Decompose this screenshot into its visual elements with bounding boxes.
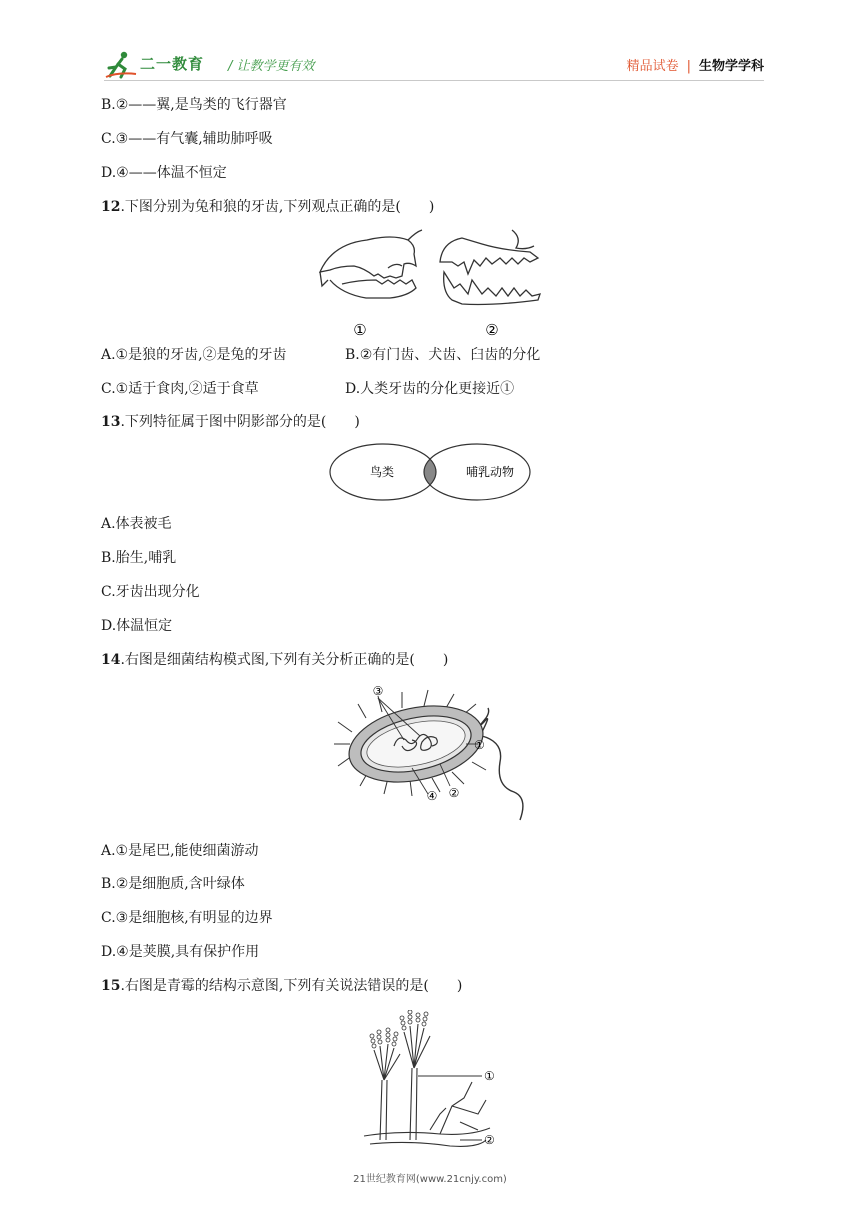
runner-logo-icon [104, 50, 138, 80]
bacterium-label-2: ② [448, 786, 460, 800]
q13-option-b: B.胎生,哺乳 [101, 550, 177, 566]
q11-option-c: C.③——有气囊,辅助肺呼吸 [101, 131, 273, 147]
q13-number: 13 [101, 414, 121, 430]
q12-option-c: C.①适于食肉,②适于食草 [101, 381, 259, 397]
q13-option-a: A.体表被毛 [101, 516, 172, 532]
q14-option-a: A.①是尾巴,能使细菌游动 [101, 843, 259, 859]
penicillium-label-1: ① [484, 1069, 495, 1083]
q11-option-d: D.④——体温不恒定 [101, 165, 227, 181]
q12-stem [101, 197, 434, 217]
penicillium-figure [360, 1010, 510, 1152]
venn-label-birds: 鸟类 [369, 465, 395, 479]
page-footer: 21世纪教育网(www.21cnjy.com) [353, 1174, 507, 1185]
venn-label-mammals: 哺乳动物 [465, 465, 515, 479]
teeth-label-1: ① [353, 321, 367, 339]
q14-option-c: C.③是细胞核,有明显的边界 [101, 910, 273, 926]
logo [104, 50, 224, 80]
q15-number: 15 [101, 978, 121, 994]
header-right [627, 55, 764, 74]
header-subject: 生物学学科 [698, 59, 764, 74]
header-separator: | [686, 59, 691, 74]
slogan: / 让教学更有效 [228, 59, 315, 74]
q11-option-b: B.②——翼,是鸟类的飞行器官 [101, 97, 287, 113]
q14-stem [101, 650, 448, 670]
q13-option-d: D.体温恒定 [101, 618, 173, 634]
q13-stem [101, 412, 360, 432]
header-divider [104, 80, 764, 81]
q14-option-b: B.②是细胞质,含叶绿体 [101, 876, 245, 892]
q13-option-c: C.牙齿出现分化 [101, 584, 200, 600]
q15-stem-text: .右图是青霉的结构示意图,下列有关说法错误的是( ) [120, 978, 463, 994]
q12-option-d: D.人类牙齿的分化更接近① [345, 381, 515, 397]
page-header [104, 50, 764, 80]
q14-number: 14 [101, 652, 121, 668]
teeth-figure [312, 222, 548, 342]
bacterium-label-4: ④ [426, 789, 438, 803]
bacterium-figure [332, 682, 532, 824]
penicillium-label-2: ② [484, 1133, 495, 1147]
venn-diagram [328, 442, 532, 502]
q15-stem [101, 976, 462, 996]
q12-option-b: B.②有门齿、犬齿、臼齿的分化 [345, 347, 541, 363]
q12-option-a: A.①是狼的牙齿,②是兔的牙齿 [101, 347, 287, 363]
q14-stem-text: .右图是细菌结构模式图,下列有关分析正确的是( ) [120, 652, 449, 668]
q12-number: 12 [101, 199, 121, 215]
header-label: 精品试卷 [626, 59, 679, 74]
logo-text: 二一教育 [140, 55, 205, 73]
q13-stem-text: .下列特征属于图中阴影部分的是( ) [120, 414, 360, 430]
teeth-label-2: ② [485, 321, 499, 339]
q14-option-d: D.④是荚膜,具有保护作用 [101, 944, 260, 960]
bacterium-label-3: ③ [372, 684, 384, 698]
q12-stem-text: .下图分别为兔和狼的牙齿,下列观点正确的是( ) [120, 199, 435, 215]
bacterium-label-1: ① [474, 738, 485, 752]
